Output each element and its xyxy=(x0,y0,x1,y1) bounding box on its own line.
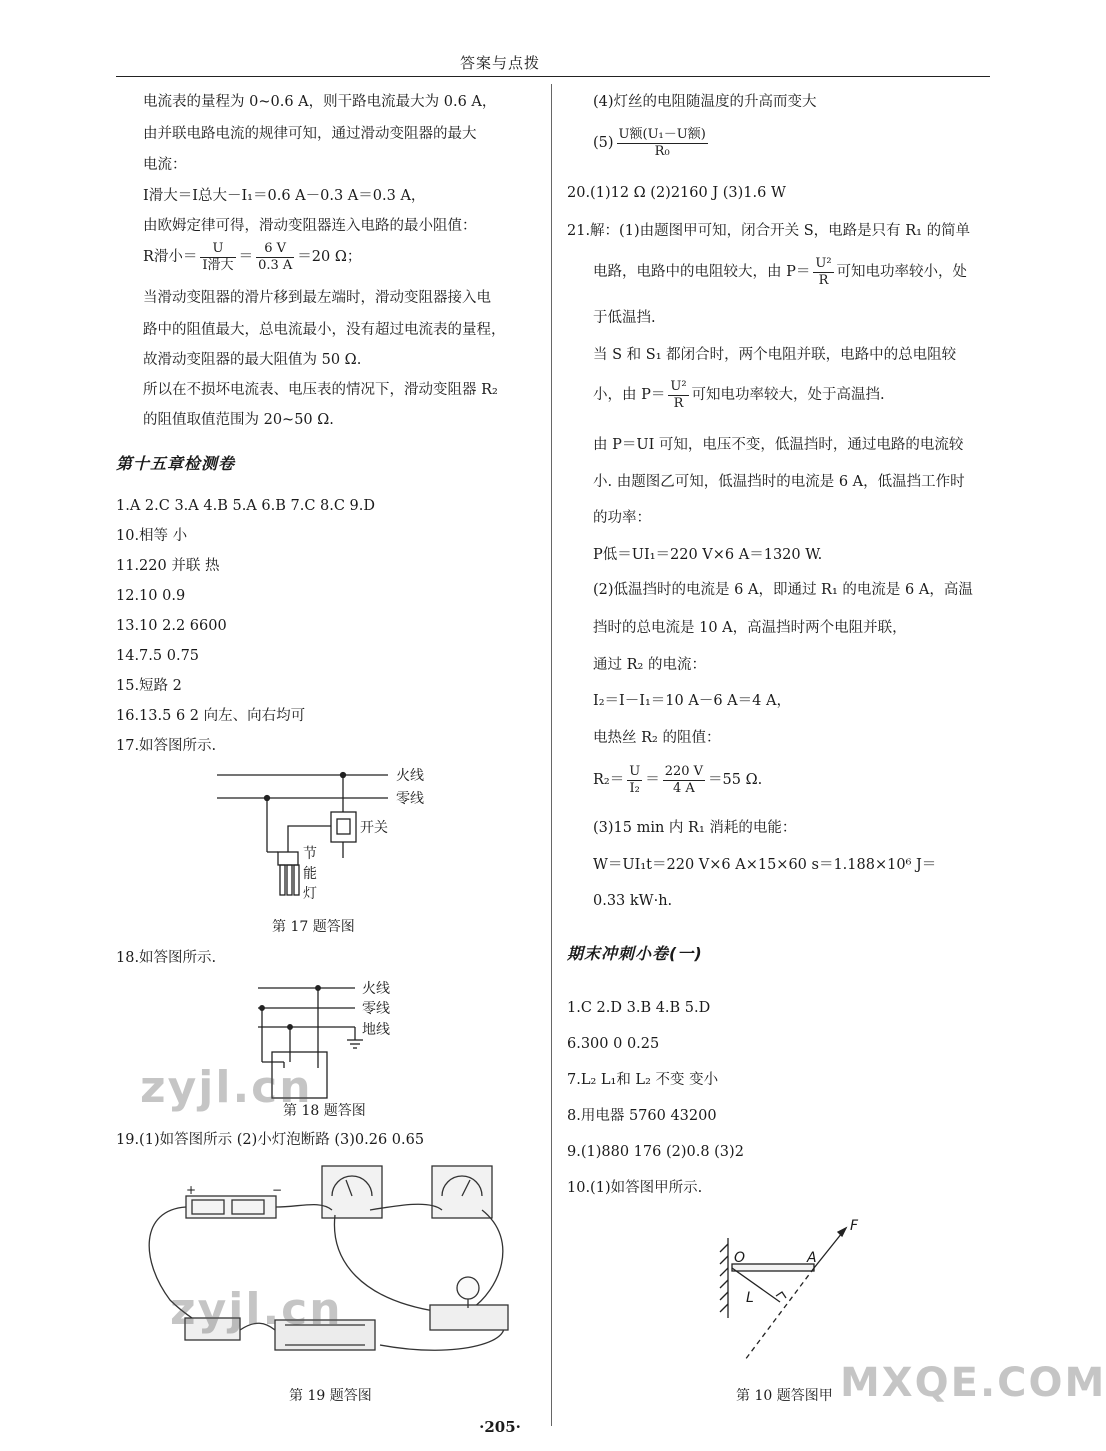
text-line: 当 S 和 S₁ 都闭合时，两个电阻并联，电路中的总电阻较 xyxy=(593,347,957,363)
fraction-numerator: U² xyxy=(815,255,832,271)
watermark: MXQE.COM xyxy=(840,1360,1106,1406)
formula-eq: ＝ xyxy=(238,249,254,265)
fraction-numerator: U xyxy=(629,763,641,779)
text-line xyxy=(593,255,967,289)
fraction-numerator: 220 V xyxy=(664,763,704,779)
text-line: 的阻值取值范围为 20~50 Ω. xyxy=(143,412,334,428)
answer-line: 1.C 2.D 3.B 4.B 5.D xyxy=(567,1000,711,1016)
text-line: 所以在不损坏电流表、电压表的情况下，滑动变阻器 R₂ xyxy=(143,382,498,398)
text-line: W＝UI₁t＝220 V×6 A×15×60 s＝1.188×10⁶ J＝ xyxy=(593,857,937,873)
formula-rhs: ＝55 Ω. xyxy=(708,772,763,788)
text-line: 通过 R₂ 的电流： xyxy=(593,657,706,673)
text-line: 由欧姆定律可得，滑动变阻器连入电路的最小阻值： xyxy=(143,218,477,234)
text-span: 电路，电路中的电阻较大，由 P＝ xyxy=(593,264,811,280)
figure-19-caption: 第 19 题答图 xyxy=(289,1388,372,1404)
watermark: zyjl.cn xyxy=(140,1062,313,1113)
text-span: 可知电功率较大，处于高温挡. xyxy=(691,387,885,403)
answer-line: 16.13.5 6 2 向左、向右均可 xyxy=(116,708,306,724)
answer-line: 7.L₂ L₁和 L₂ 不变 变小 xyxy=(567,1072,719,1088)
answer-line: 13.10 2.2 6600 xyxy=(116,618,227,634)
watermark: zyjl.cn xyxy=(170,1284,343,1335)
text-line: 的功率： xyxy=(593,510,651,526)
page-header: 答案与点拨 xyxy=(459,54,540,72)
label-ground-wire: 地线 xyxy=(362,1022,390,1038)
formula-lhs: R₂＝ xyxy=(593,772,625,788)
label-arm-l: L xyxy=(746,1290,754,1306)
formula-r2 xyxy=(593,762,762,798)
label-force-f: F xyxy=(850,1218,859,1234)
fraction-numerator: U额(U₁－U额) xyxy=(618,126,706,142)
formula-rhs: ＝20 Ω； xyxy=(297,249,362,265)
fraction-denominator: I滑大 xyxy=(202,257,234,273)
label-lamp-3: 灯 xyxy=(303,886,317,902)
fraction-denominator: R₀ xyxy=(654,143,670,159)
text-line: 路中的阻值最大，总电流最小，没有超过电流表的量程， xyxy=(143,322,506,338)
figure-10-caption: 第 10 题答图甲 xyxy=(736,1388,833,1404)
text-line: P低＝UI₁＝220 V×6 A＝1320 W. xyxy=(593,547,823,563)
answer-line: 6.300 0 0.25 xyxy=(567,1036,660,1052)
fraction xyxy=(813,256,833,289)
label-point-a: A xyxy=(807,1250,817,1266)
fraction-denominator: I₂ xyxy=(629,780,640,796)
answer-line: 14.7.5 0.75 xyxy=(116,648,200,664)
svg-text:−: − xyxy=(272,1183,283,1197)
text-line: 0.33 kW·h. xyxy=(593,893,673,909)
text-line: 小. 由题图乙可知，低温挡时的电流是 6 A，低温挡工作时 xyxy=(593,474,965,490)
text-line: 于低温挡. xyxy=(593,310,656,326)
fraction-denominator: 4 A xyxy=(672,780,695,796)
label-switch: 开关 xyxy=(360,820,388,836)
fraction xyxy=(668,379,688,412)
fraction-denominator: R xyxy=(673,395,684,411)
fraction xyxy=(617,127,708,160)
figure-17-caption: 第 17 题答图 xyxy=(272,919,355,935)
text-line xyxy=(593,378,885,412)
formula-lhs: R滑小＝ xyxy=(143,249,198,265)
formula-prefix: (5) xyxy=(593,135,614,151)
text-span: 可知电功率较小，处 xyxy=(836,264,968,280)
text-line: (3)15 min 内 R₁ 消耗的电能： xyxy=(593,820,797,836)
text-line: 当滑动变阻器的滑片移到最左端时，滑动变阻器接入电 xyxy=(143,290,491,306)
section-title: 期末冲刺小卷(一) xyxy=(567,944,703,963)
fraction xyxy=(627,764,642,797)
text-line: (2)低温挡时的电流是 6 A，即通过 R₁ 的电流是 6 A，高温 xyxy=(593,582,973,598)
answer-line: 12.10 0.9 xyxy=(116,588,186,604)
answer-line: 18.如答图所示. xyxy=(116,950,217,966)
text-span: 小，由 P＝ xyxy=(593,387,666,403)
fraction-numerator: 6 V xyxy=(256,241,294,258)
answer-line: 10.相等 小 xyxy=(116,528,188,544)
fraction-denominator: 0.3 A xyxy=(258,257,293,273)
fraction-numerator: U² xyxy=(670,378,687,394)
text-line: 故滑动变阻器的最大阻值为 50 Ω. xyxy=(143,352,362,368)
text-line: 电流表的量程为 0~0.6 A，则干路电流最大为 0.6 A， xyxy=(143,94,497,110)
answer-line: 19.(1)如答图所示 (2)小灯泡断路 (3)0.26 0.65 xyxy=(116,1132,425,1148)
text-line: 由并联电路电流的规律可知，通过滑动变阻器的最大 xyxy=(143,126,477,142)
answer-line: 9.(1)880 176 (2)0.8 (3)2 xyxy=(567,1144,744,1160)
page-number: ·205· xyxy=(479,1418,521,1436)
answer-line: 15.短路 2 xyxy=(116,678,182,694)
answer-line: 8.用电器 5760 43200 xyxy=(567,1108,717,1124)
text-line: 21.解：(1)由题图甲可知，闭合开关 S，电路是只有 R₁ 的简单 xyxy=(567,223,971,239)
label-point-o: O xyxy=(734,1250,746,1266)
figure-18-caption: 第 18 题答图 xyxy=(283,1103,366,1119)
label-lamp-2: 能 xyxy=(303,866,317,882)
svg-text:+: + xyxy=(186,1183,197,1197)
text-line: 由 P＝UI 可知，电压不变，低温挡时，通过电路的电流较 xyxy=(593,437,964,453)
formula-q5 xyxy=(593,126,711,160)
answer-line: 17.如答图所示. xyxy=(116,738,217,754)
answer-line: 20.(1)12 Ω (2)2160 J (3)1.6 W xyxy=(567,185,786,201)
label-live-wire: 火线 xyxy=(396,768,424,784)
label-lamp-1: 节 xyxy=(303,846,317,862)
text-line: 挡时的总电流是 10 A，高温挡时两个电阻并联， xyxy=(593,620,907,636)
section-title: 第十五章检测卷 xyxy=(116,454,236,473)
fraction-numerator: U xyxy=(200,241,235,258)
label-live-wire: 火线 xyxy=(362,981,390,997)
answer-line: 1.A 2.C 3.A 4.B 5.A 6.B 7.C 8.C 9.D xyxy=(116,498,376,514)
text-line: (4)灯丝的电阻随温度的升高而变大 xyxy=(593,94,817,110)
label-neutral-wire: 零线 xyxy=(396,791,424,807)
fraction xyxy=(663,764,705,797)
label-neutral-wire: 零线 xyxy=(362,1001,390,1017)
formula-eq: ＝ xyxy=(645,772,660,788)
text-line: 电热丝 R₂ 的阻值： xyxy=(593,730,721,746)
answer-line: 10.(1)如答图甲所示. xyxy=(567,1180,703,1196)
text-line: I₂＝I－I₁＝10 A－6 A＝4 A， xyxy=(593,693,791,709)
fraction-denominator: R xyxy=(818,272,829,288)
text-line: 电流： xyxy=(143,157,187,173)
text-line: I滑大＝I总大－I₁＝0.6 A－0.3 A＝0.3 A， xyxy=(143,188,426,204)
answer-line: 11.220 并联 热 xyxy=(116,558,220,574)
